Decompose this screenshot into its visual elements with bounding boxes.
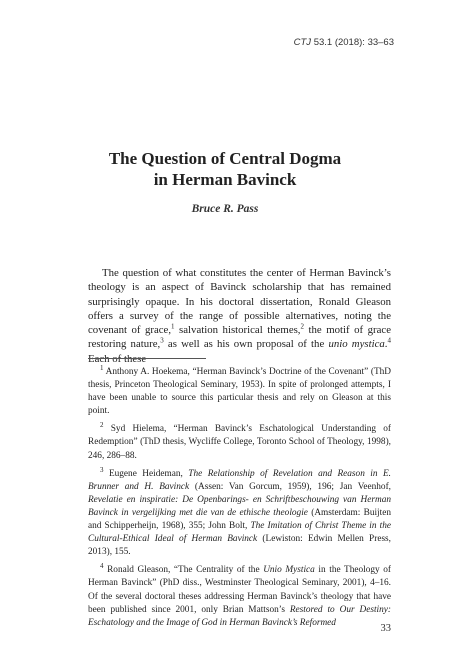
- body-text-run: The question of what constitutes the center of Herman Bavinck’s theology is an aspect of Bavinck scholarship that has remained surprisingly opaque. In his doctoral dissertation, Ronald Gleason offers a survey of the range of possible alternatives, noting the covenant of grace,: [88, 267, 391, 337]
- running-header: [294, 37, 394, 48]
- footnotes: [88, 363, 392, 635]
- title-line-1: The Question of Central Dogma: [108, 149, 342, 168]
- footnote-number: 3: [100, 465, 104, 474]
- journal-abbrev: CTJ: [293, 37, 312, 48]
- body-text-run: Each of these: [88, 352, 147, 365]
- body-text-run: .: [384, 338, 388, 351]
- footnote-ref[interactable]: 4: [387, 336, 391, 345]
- footnote-text: Anthony A. Hoekema, “Herman Bavinck’s Doctrine of the Covenant” (ThD thesis, Princeton Theological Seminary, 1953). In spite of prolonged attempts, I have been unable to source this particular thesis and rely on Gleason at this point.: [88, 367, 391, 417]
- footnote-number: 4: [100, 562, 104, 571]
- footnote-italic: The Imitation of Christ Theme in the Cultural-Ethical Ideal of Herman Bavinck: [88, 521, 391, 545]
- footnote-ref[interactable]: 1: [171, 322, 175, 331]
- article-title: [0, 148, 450, 190]
- title-line-2: in Herman Bavinck: [153, 170, 297, 189]
- footnote-number: 2: [100, 421, 104, 430]
- footnote-italic: Unio Mystica: [263, 565, 315, 576]
- footnote-divider: [88, 358, 206, 359]
- footnote-2: [88, 423, 391, 462]
- footnote-italic: The Relationship of Revelation and Reason in E. Brunner and H. Bavinck: [88, 468, 391, 492]
- footnote-text: (Amsterdam: Buijten and Schipperheijn, 1968), 355; John Bolt,: [88, 507, 391, 532]
- body-italic-run: unio mystica: [328, 338, 385, 351]
- footnote-text: (Assen: Van Gorcum, 1959), 196; Jan Veenhof,: [189, 481, 391, 492]
- body-text-run: as well as his own proposal of the: [163, 338, 329, 351]
- page-number: 33: [380, 623, 391, 634]
- footnote-text: Ronald Gleason, “The Centrality of the: [103, 565, 264, 576]
- footnote-italic: Restored to Our Destiny: Eschatology and the Image of God in Herman Bavinck’s Reformed: [88, 604, 391, 628]
- footnote-4: [88, 564, 391, 629]
- footnote-3: [88, 465, 392, 560]
- footnote-number: 1: [100, 363, 104, 372]
- footnote-text: (Lewiston: Edwin Mellen Press, 2013), 155.: [88, 534, 392, 558]
- footnote-italic: Revelatie en inspiratie: De Openbarings- en Schriftbeschouwing van Herman Bavinck in vergelijking met die van de ethische theologie: [88, 494, 391, 518]
- footnote-text: in the Theology of Herman Bavinck” (PhD diss., Westminster Theological Seminary, 2001), 4–16. Of the several doctoral theses addressing Herman Bavinck’s theology that have been published since 2001, only Brian Mattson’s: [88, 565, 391, 615]
- body-text: [88, 266, 391, 366]
- footnote-text: Eugene Heideman,: [103, 468, 189, 479]
- body-paragraph: [88, 266, 391, 366]
- footnote-ref[interactable]: 2: [300, 322, 305, 331]
- body-text-run: salvation historical themes,: [174, 324, 301, 337]
- footnote-text: Syd Hielema, “Herman Bavinck’s Eschatological Understanding of Redemption” (ThD thesis, Wycliffe College, Toronto School of Theology, 1998), 246, 286–88.: [88, 424, 391, 461]
- author-name: Bruce R. Pass: [191, 203, 259, 215]
- footnote-ref[interactable]: 3: [160, 336, 164, 345]
- citation: 53.1 (2018): 33–63: [311, 37, 394, 48]
- body-text-run: the motif of grace restoring nature,: [88, 324, 391, 351]
- footnote-1: [88, 363, 391, 418]
